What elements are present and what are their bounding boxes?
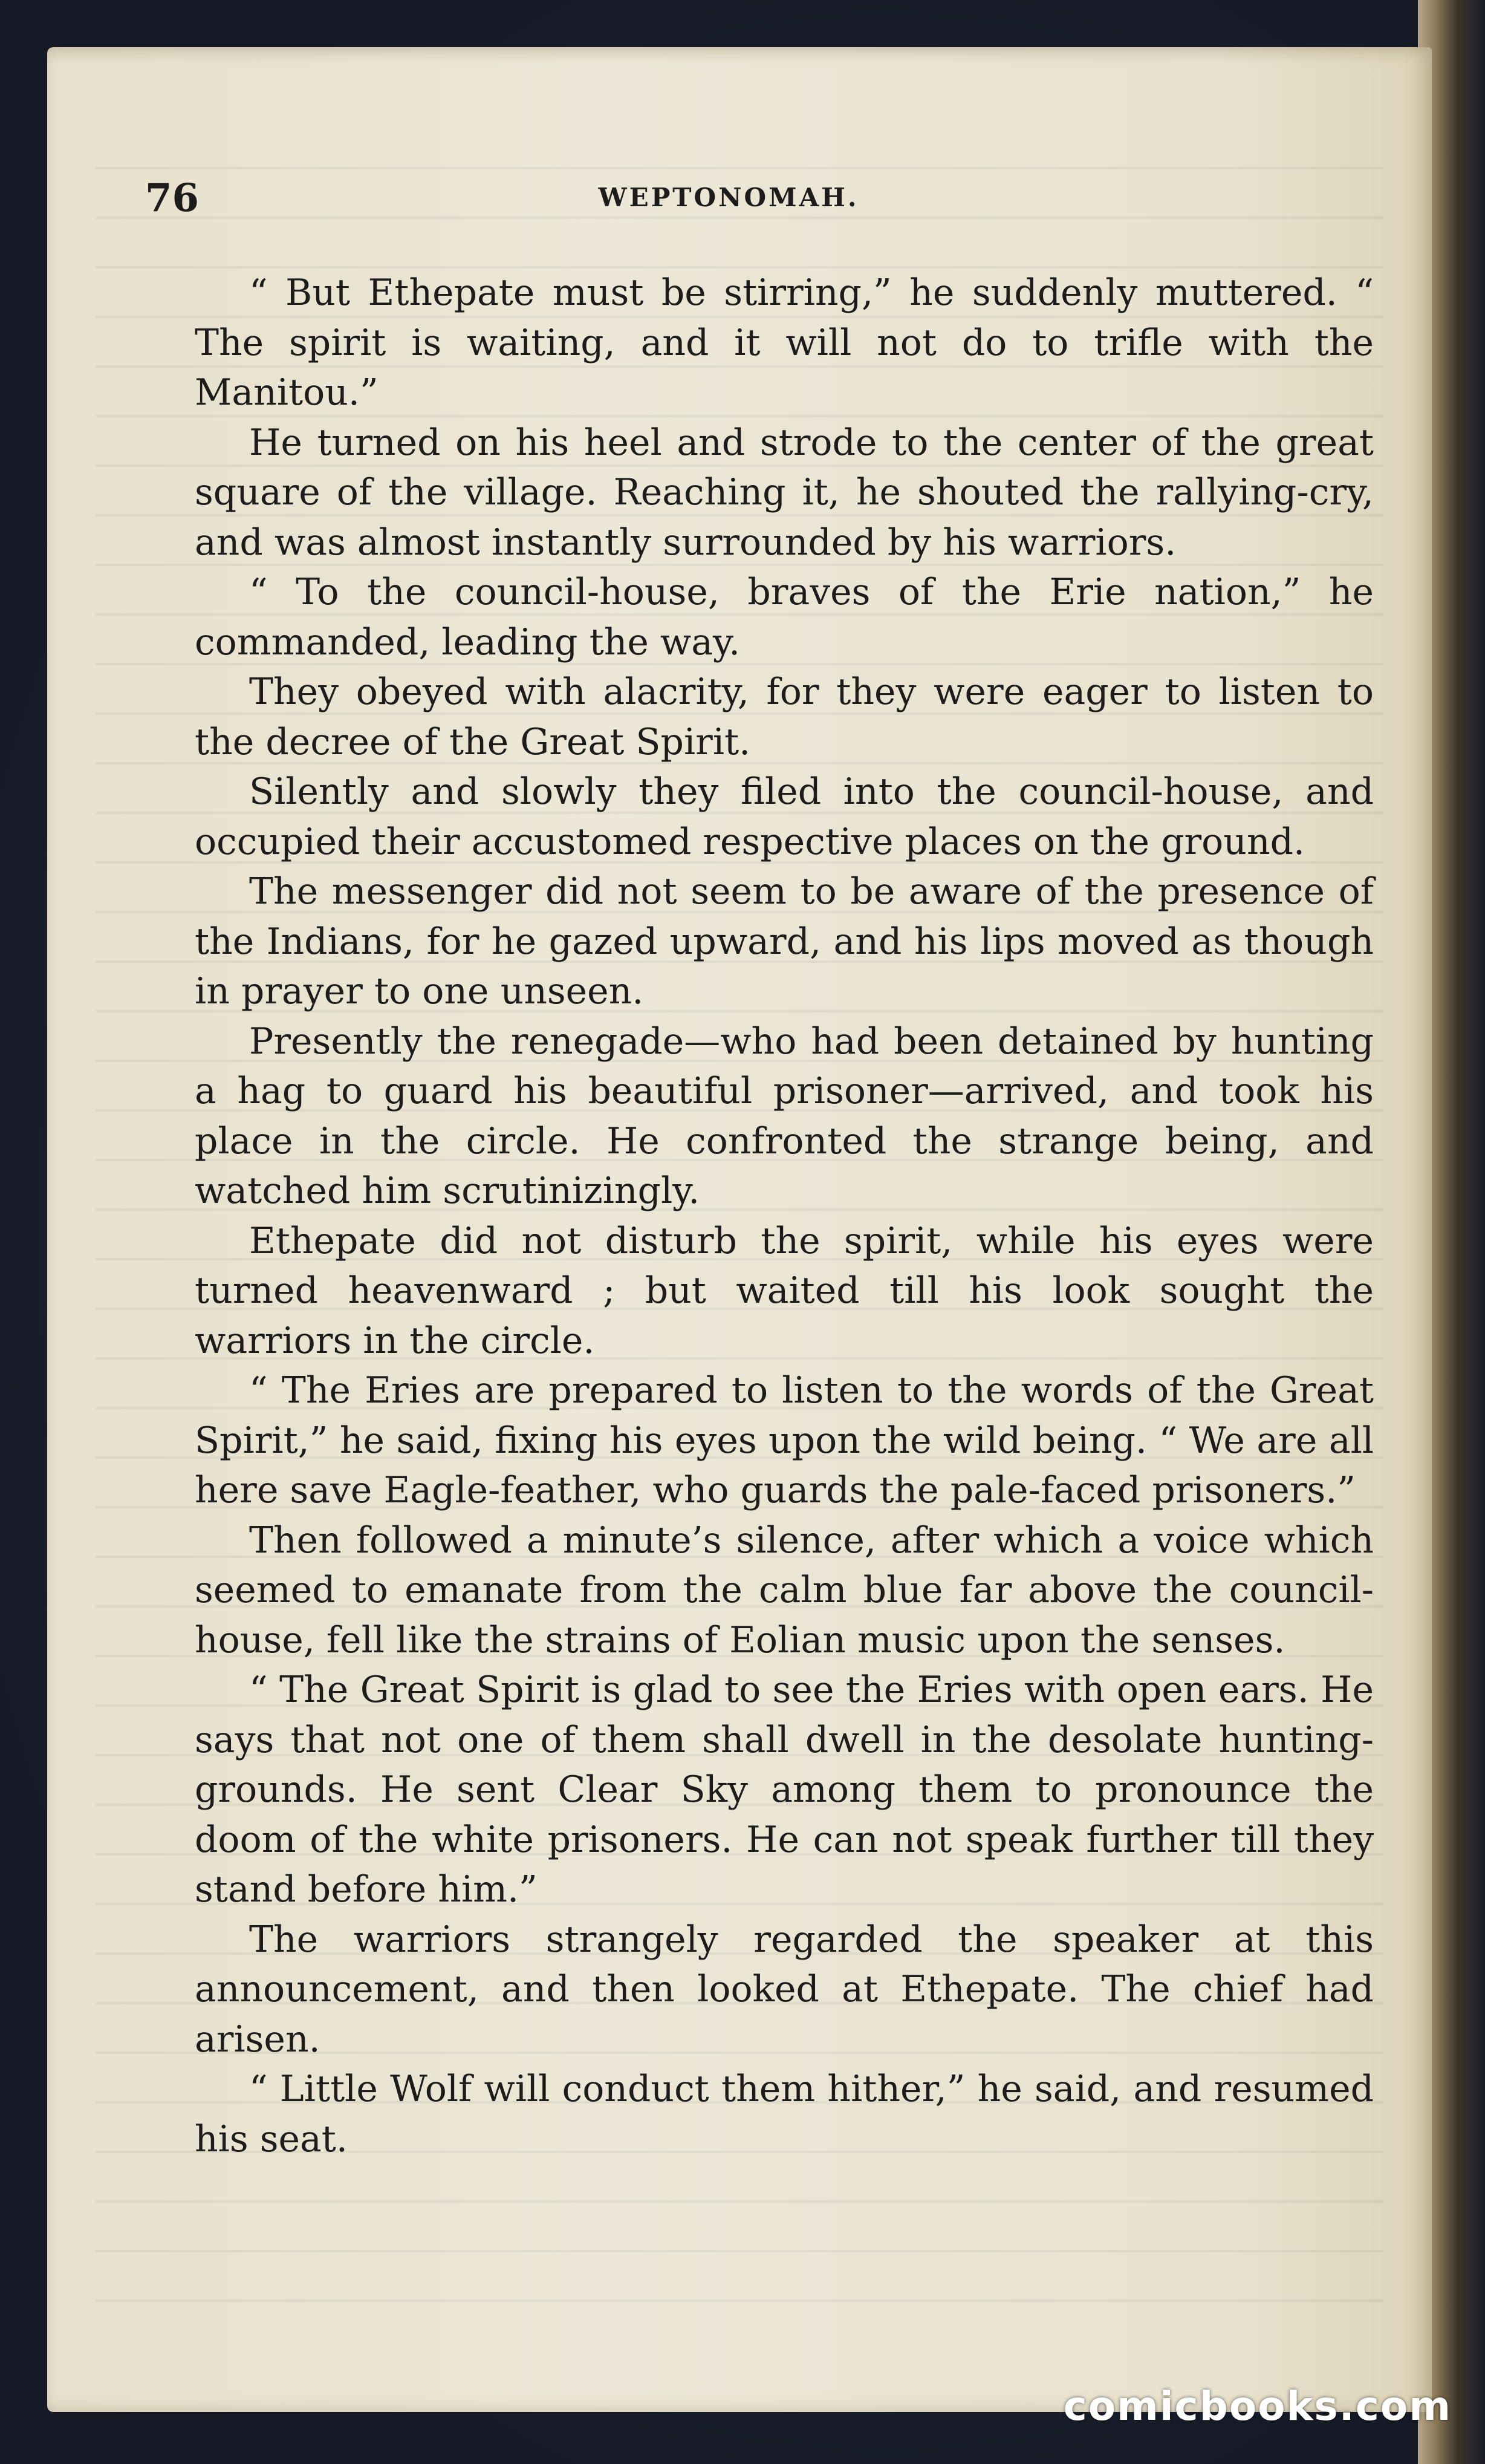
paragraph: He turned on his heel and strode to the center of the great square of the village. Reaching it, he shouted the rallying-cry, and was almost instantly surrounded by his warriors. <box>195 421 1374 564</box>
paragraph: “ Little Wolf will conduct them hither,” he said, and resumed his seat. <box>195 2068 1374 2160</box>
page-header <box>145 175 1312 224</box>
paragraph: “ To the council-house, braves of the Erie nation,” he commanded, leading the way. <box>195 571 1374 663</box>
paragraph: Presently the renegade—who had been detained by hunting a hag to guard his beautiful prisoner—arrived, and took his place in the circle. He confronted the strange being, and watched him scrutinizingly. <box>195 1020 1374 1212</box>
paragraph: The messenger did not seem to be aware of the presence of the Indians, for he gazed upward, and his lips moved as though in prayer to one unseen. <box>195 870 1374 1012</box>
paragraph: “ The Great Spirit is glad to see the Eries with open ears. He says that not one of them shall dwell in the desolate hunting-grounds. He sent Clear Sky among them to pronounce the doom of the white prisoners. He can not speak further till they stand before him.” <box>195 1669 1374 1911</box>
page-number: 76 <box>145 175 200 221</box>
paragraph: “ But Ethepate must be stirring,” he suddenly muttered. “ The spirit is waiting, and it will not do to trifle with the Manitou.” <box>195 272 1374 414</box>
running-head: WEPTONOMAH. <box>598 183 859 212</box>
paragraph: They obeyed with alacrity, for they were eager to listen to the decree of the Great Spirit. <box>195 671 1374 763</box>
paragraph: Silently and slowly they filed into the council-house, and occupied their accustomed respective places on the ground. <box>195 771 1374 863</box>
watermark: comicbooks.com <box>1063 2383 1452 2430</box>
paragraph: “ The Eries are prepared to listen to the words of the Great Spirit,” he said, fixing his eyes upon the wild being. “ We are all here save Eagle-feather, who guards the pale-faced prisoners.” <box>195 1369 1374 1511</box>
paragraph: Ethepate did not disturb the spirit, while his eyes were turned heavenward ; but waited till his look sought the warriors in the circle. <box>195 1219 1374 1362</box>
body-text <box>195 268 1374 2164</box>
paragraph: Then followed a minute’s silence, after which a voice which seemed to emanate from the calm blue far above the council-house, fell like the strains of Eolian music upon the senses. <box>195 1519 1374 1661</box>
paragraph: The warriors strangely regarded the speaker at this announcement, and then looked at Ethepate. The chief had arisen. <box>195 1918 1374 2061</box>
